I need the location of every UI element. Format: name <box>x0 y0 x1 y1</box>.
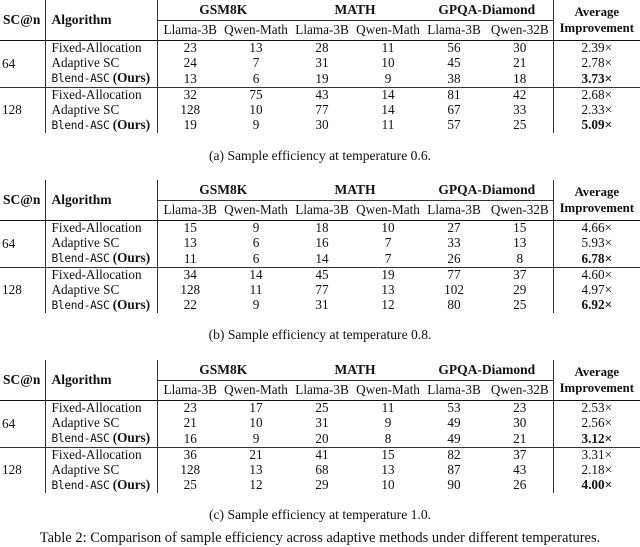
cell-value: 11 <box>355 41 421 57</box>
table <box>0 180 640 313</box>
col-header-average-improvement <box>553 180 640 221</box>
col-header-algorithm: Algorithm <box>45 0 157 41</box>
col-header-model: Qwen-32B <box>487 381 553 401</box>
cell-value: 49 <box>447 415 461 431</box>
table-row <box>0 431 640 447</box>
ours-label: (Ours) <box>112 116 151 132</box>
algorithm-blend-asc: Blend-ASC <box>51 432 110 445</box>
col-header-model: Llama-3B <box>421 381 487 401</box>
avg-improvement-value: 2.56× <box>581 415 613 431</box>
algorithm-blend-asc: Blend-ASC <box>51 72 110 85</box>
table-row <box>0 41 640 57</box>
col-header-model: Llama-3B <box>289 21 355 41</box>
cell-value: 30 <box>487 41 553 57</box>
col-header-model: Qwen-32B <box>487 21 553 41</box>
cell-value: 42 <box>487 87 553 103</box>
table-row <box>0 251 640 267</box>
cell-value: 31 <box>315 415 329 431</box>
subtable-caption: (c) Sample efficiency at temperature 1.0. <box>208 507 432 522</box>
avg-improvement-value: 4.00× <box>581 477 613 492</box>
algorithm-name: Fixed-Allocation <box>45 41 157 57</box>
cell-value: 77 <box>315 281 329 297</box>
avg-improvement-value: 3.12× <box>581 430 613 446</box>
cell-value: 12 <box>381 297 395 312</box>
cell-value: 28 <box>289 41 355 57</box>
cell-value: 23 <box>157 401 223 417</box>
cell-value: 20 <box>315 430 329 446</box>
cell-value: 81 <box>421 87 487 103</box>
col-header-average-improvement <box>553 360 640 401</box>
cell-value: 24 <box>183 55 197 71</box>
table-row <box>0 298 640 314</box>
col-header-model: Qwen-Math <box>223 201 289 221</box>
cell-value: 21 <box>223 447 289 463</box>
algorithm-name <box>45 298 157 314</box>
cell-value: 30 <box>315 117 329 132</box>
cell-value: 25 <box>487 298 553 314</box>
col-header-algorithm: Algorithm <box>45 180 157 221</box>
col-header-model: Llama-3B <box>157 21 223 41</box>
table-row <box>0 267 640 283</box>
avg-improvement-value: 4.97× <box>581 281 613 297</box>
table-row <box>0 416 640 431</box>
avg-improvement-value: 3.31× <box>553 447 640 463</box>
sc-value: 128 <box>0 447 45 493</box>
cell-value: 34 <box>157 267 223 283</box>
avg-improvement-value: 2.39× <box>553 41 640 57</box>
cell-value: 13 <box>487 236 553 251</box>
cell-value: 23 <box>157 41 223 57</box>
table-row <box>0 87 640 103</box>
ours-label: (Ours) <box>112 250 151 265</box>
cell-value: 80 <box>447 297 461 312</box>
cell-value: 21 <box>487 431 553 447</box>
cell-value: 21 <box>183 415 197 431</box>
cell-value: 14 <box>315 250 329 266</box>
algorithm-name: Adaptive SC <box>45 416 157 431</box>
cell-value: 25 <box>487 118 553 134</box>
col-group-header: MATH <box>334 181 376 197</box>
subtable-caption: (b) Sample efficiency at temperature 0.8. <box>208 327 432 342</box>
col-header-model: Llama-3B <box>289 201 355 221</box>
cell-value: 25 <box>289 401 355 417</box>
cell-value: 19 <box>183 117 197 132</box>
table-row <box>0 103 640 118</box>
cell-value: 15 <box>487 221 553 237</box>
cell-value: 75 <box>223 87 289 103</box>
algorithm-name <box>45 71 157 87</box>
cell-value: 87 <box>447 461 461 477</box>
cell-value: 6 <box>252 250 260 266</box>
algorithm-name <box>45 251 157 267</box>
col-header-sc: SC@n <box>0 0 45 41</box>
sc-value: 128 <box>0 267 45 313</box>
cell-value: 31 <box>315 297 329 312</box>
cell-value: 29 <box>487 283 553 298</box>
cell-value: 7 <box>384 235 392 251</box>
cell-value: 13 <box>223 41 289 57</box>
col-header-algorithm: Algorithm <box>45 360 157 401</box>
cell-value: 14 <box>223 267 289 283</box>
avg-improvement-value: 2.18× <box>581 461 613 477</box>
col-group-header: MATH <box>334 361 376 377</box>
avg-improvement-value: 5.93× <box>581 235 613 251</box>
table-row <box>0 463 640 478</box>
algorithm-name: Adaptive SC <box>45 103 157 118</box>
algorithm-name: Adaptive SC <box>45 463 157 478</box>
cell-value: 15 <box>157 221 223 237</box>
cell-value: 26 <box>447 250 461 266</box>
col-group-header: MATH <box>334 1 376 17</box>
cell-value: 36 <box>157 447 223 463</box>
table-row <box>0 447 640 463</box>
avg-improvement-value: 2.53× <box>553 401 640 417</box>
table-row <box>0 71 640 87</box>
algorithm-name <box>45 431 157 447</box>
col-header-model: Qwen-Math <box>223 21 289 41</box>
col-header-average-improvement <box>553 0 640 41</box>
cell-value: 32 <box>157 87 223 103</box>
col-group-header: GSM8K <box>199 361 248 377</box>
table <box>0 0 640 133</box>
col-group-header: GPQA-Diamond <box>421 180 553 201</box>
algorithm-blend-asc: Blend-ASC <box>51 298 110 312</box>
cell-value: 7 <box>252 55 260 71</box>
sc-value: 128 <box>0 87 45 133</box>
cell-value: 25 <box>183 477 197 492</box>
cell-value: 128 <box>180 101 201 117</box>
ours-label: (Ours) <box>112 70 151 85</box>
algorithm-name: Fixed-Allocation <box>45 267 157 283</box>
col-header-model: Qwen-Math <box>223 381 289 401</box>
cell-value: 67 <box>447 101 461 117</box>
avg-improvement-value: 2.78× <box>581 55 613 71</box>
cell-value: 49 <box>447 430 461 446</box>
cell-value: 53 <box>421 401 487 417</box>
avg-header-line2: Improvement <box>559 201 634 215</box>
cell-value: 16 <box>183 430 197 446</box>
avg-improvement-value: 2.68× <box>553 87 640 103</box>
cell-value: 33 <box>447 235 461 251</box>
cell-value: 27 <box>421 221 487 237</box>
avg-improvement-value: 2.33× <box>581 101 613 117</box>
cell-value: 29 <box>315 477 329 492</box>
cell-value: 6 <box>252 235 260 251</box>
avg-improvement-value: 4.60× <box>553 267 640 283</box>
cell-value: 45 <box>289 267 355 283</box>
cell-value: 13 <box>183 235 197 251</box>
avg-improvement-value: 5.09× <box>581 117 613 132</box>
algorithm-name: Adaptive SC <box>45 283 157 298</box>
algorithm-name: Adaptive SC <box>45 236 157 251</box>
cell-value: 10 <box>381 477 395 492</box>
cell-value: 82 <box>421 447 487 463</box>
col-header-model: Llama-3B <box>157 201 223 221</box>
cell-value: 12 <box>249 477 263 492</box>
cell-value: 43 <box>289 87 355 103</box>
algorithm-name: Fixed-Allocation <box>45 87 157 103</box>
table-main-caption: Table 2: Comparison of sample efficiency across adaptive methods under different temperatures. <box>39 530 601 546</box>
avg-header-line1: Average <box>574 185 620 199</box>
col-header-model: Llama-3B <box>289 381 355 401</box>
cell-value: 43 <box>487 463 553 478</box>
col-header-model: Llama-3B <box>421 21 487 41</box>
cell-value: 37 <box>487 267 553 283</box>
table-row <box>0 118 640 134</box>
cell-value: 14 <box>381 101 395 117</box>
cell-value: 30 <box>487 416 553 431</box>
sc-value: 64 <box>0 41 45 88</box>
cell-value: 128 <box>180 281 201 297</box>
cell-value: 18 <box>289 221 355 237</box>
avg-header-line2: Improvement <box>559 381 634 395</box>
cell-value: 68 <box>315 461 329 477</box>
cell-value: 9 <box>252 117 260 132</box>
ours-label: (Ours) <box>112 430 151 445</box>
cell-value: 38 <box>447 70 461 86</box>
avg-improvement-value: 3.73× <box>581 70 613 86</box>
col-header-model: Qwen-32B <box>487 201 553 221</box>
algorithm-blend-asc: Blend-ASC <box>51 478 110 492</box>
cell-value: 11 <box>183 250 197 266</box>
cell-value: 11 <box>249 281 263 297</box>
cell-value: 8 <box>384 430 392 446</box>
cell-value: 11 <box>381 117 395 132</box>
col-header-model: Llama-3B <box>421 201 487 221</box>
table <box>0 360 640 493</box>
cell-value: 11 <box>355 401 421 417</box>
col-header-model: Qwen-Math <box>355 201 421 221</box>
algorithm-blend-asc: Blend-ASC <box>51 118 110 132</box>
cell-value: 17 <box>223 401 289 417</box>
ours-label: (Ours) <box>112 476 151 492</box>
col-header-model: Qwen-Math <box>355 381 421 401</box>
cell-value: 9 <box>384 70 392 86</box>
col-group-header: GPQA-Diamond <box>421 360 553 381</box>
ours-label: (Ours) <box>112 296 151 312</box>
col-group-header: GSM8K <box>199 181 248 197</box>
col-group-header: GPQA-Diamond <box>421 0 553 21</box>
cell-value: 41 <box>289 447 355 463</box>
cell-value: 9 <box>252 297 260 312</box>
cell-value: 8 <box>487 251 553 267</box>
table-row <box>0 56 640 71</box>
cell-value: 18 <box>487 71 553 87</box>
cell-value: 13 <box>381 461 395 477</box>
cell-value: 33 <box>487 103 553 118</box>
cell-value: 26 <box>487 478 553 494</box>
cell-value: 14 <box>355 87 421 103</box>
cell-value: 16 <box>315 235 329 251</box>
sc-value: 64 <box>0 221 45 268</box>
table-row <box>0 221 640 237</box>
subtable-caption: (a) Sample efficiency at temperature 0.6. <box>208 148 432 163</box>
cell-value: 23 <box>487 401 553 417</box>
avg-improvement-value: 6.92× <box>581 297 613 312</box>
table-row <box>0 401 640 417</box>
algorithm-name <box>45 118 157 134</box>
algorithm-name <box>45 478 157 494</box>
cell-value: 10 <box>381 55 395 71</box>
sc-value: 64 <box>0 401 45 448</box>
cell-value: 13 <box>183 70 197 86</box>
cell-value: 57 <box>447 117 461 132</box>
cell-value: 13 <box>381 281 395 297</box>
avg-header-line1: Average <box>574 365 620 379</box>
cell-value: 90 <box>447 477 461 492</box>
cell-value: 13 <box>249 461 263 477</box>
cell-value: 56 <box>421 41 487 57</box>
cell-value: 45 <box>447 55 461 71</box>
cell-value: 9 <box>223 221 289 237</box>
cell-value: 77 <box>421 267 487 283</box>
cell-value: 21 <box>487 56 553 71</box>
cell-value: 22 <box>183 297 197 312</box>
avg-improvement-value: 4.66× <box>553 221 640 237</box>
results-table-2 <box>0 360 640 493</box>
cell-value: 31 <box>315 55 329 71</box>
cell-value: 6 <box>252 70 260 86</box>
col-header-model: Qwen-Math <box>355 21 421 41</box>
table-row <box>0 283 640 298</box>
table-row <box>0 236 640 251</box>
cell-value: 9 <box>384 415 392 431</box>
avg-improvement-value: 6.78× <box>581 250 613 266</box>
col-header-sc: SC@n <box>0 180 45 221</box>
algorithm-name: Fixed-Allocation <box>45 401 157 417</box>
algorithm-name: Fixed-Allocation <box>45 221 157 237</box>
results-table-0 <box>0 0 640 133</box>
cell-value: 37 <box>487 447 553 463</box>
cell-value: 77 <box>315 101 329 117</box>
cell-value: 15 <box>355 447 421 463</box>
col-group-header: GSM8K <box>199 1 248 17</box>
cell-value: 128 <box>180 461 201 477</box>
algorithm-name: Fixed-Allocation <box>45 447 157 463</box>
cell-value: 10 <box>355 221 421 237</box>
avg-header-line2: Improvement <box>559 21 634 35</box>
cell-value: 10 <box>249 415 263 431</box>
algorithm-blend-asc: Blend-ASC <box>51 252 110 265</box>
cell-value: 7 <box>384 250 392 266</box>
results-table-1 <box>0 180 640 313</box>
cell-value: 10 <box>249 101 263 117</box>
table-row <box>0 478 640 494</box>
cell-value: 19 <box>315 70 329 86</box>
algorithm-name: Adaptive SC <box>45 56 157 71</box>
col-header-model: Llama-3B <box>157 381 223 401</box>
avg-header-line1: Average <box>574 5 620 19</box>
cell-value: 102 <box>444 281 464 297</box>
cell-value: 19 <box>355 267 421 283</box>
cell-value: 9 <box>252 430 260 446</box>
col-header-sc: SC@n <box>0 360 45 401</box>
